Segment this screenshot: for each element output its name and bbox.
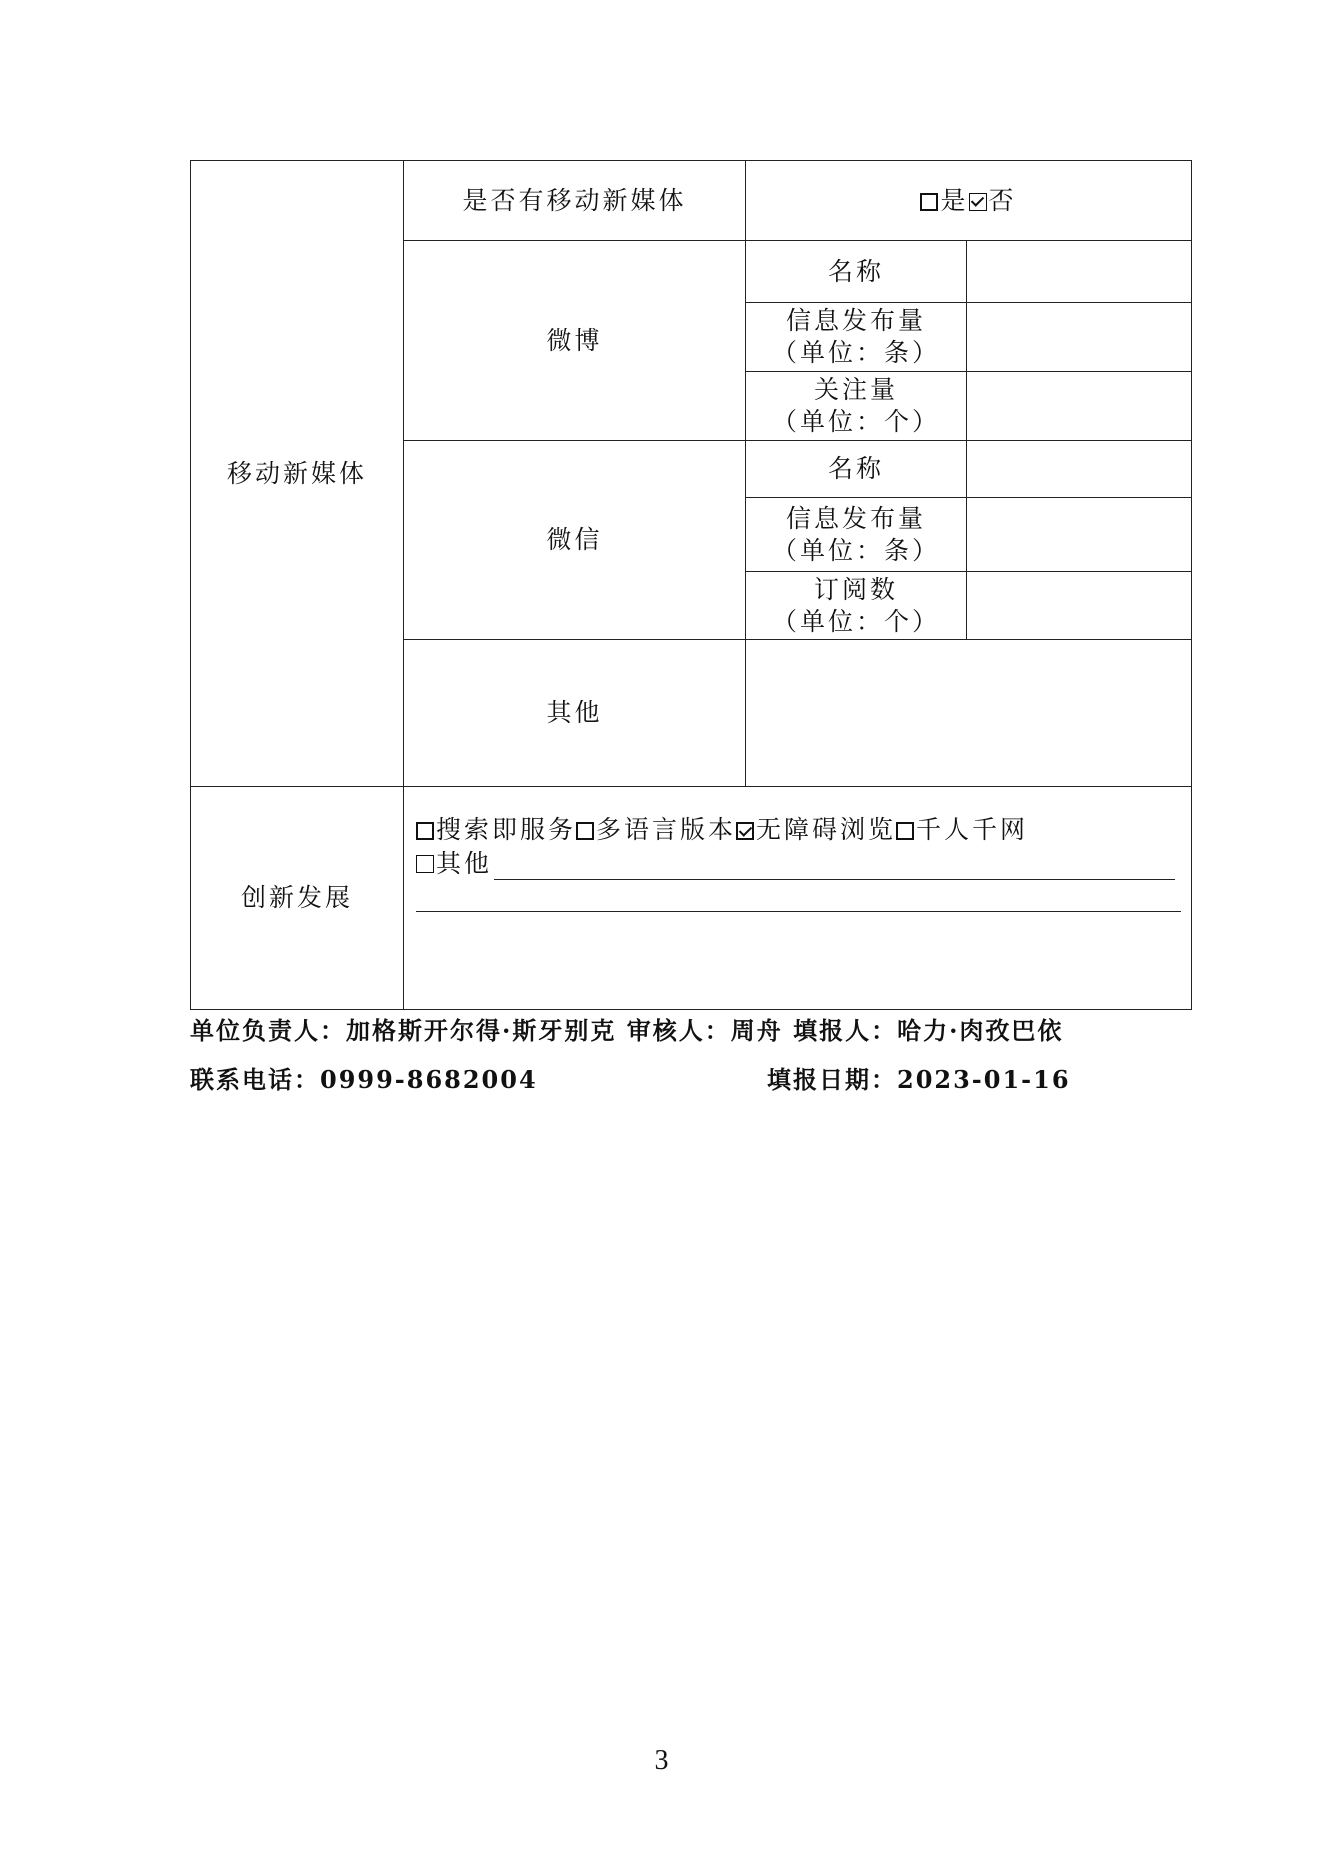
weibo-posts-unit: （单位：条） (771, 338, 940, 367)
weibo-posts-label-cell (746, 303, 967, 372)
innovation-other-label: 其他 (436, 849, 493, 878)
weibo-followers-unit: （单位：个） (771, 407, 940, 436)
innovation-other-row (416, 848, 1191, 880)
weibo-posts-label: 信息发布量 (785, 306, 926, 335)
has-mobile-media-options (746, 161, 1192, 241)
page-number: 3 (654, 1745, 669, 1776)
other-media-label: 其他 (404, 640, 746, 787)
multilingual-checkbox[interactable] (576, 822, 594, 840)
innovation-label: 创新发展 (191, 787, 404, 1010)
mobile-media-form (190, 160, 1192, 1010)
wechat-name-value[interactable] (967, 441, 1192, 498)
has-mobile-media-question: 是否有移动新媒体 (404, 161, 746, 241)
wechat-posts-label-cell (746, 498, 967, 572)
weibo-followers-label-cell (746, 372, 967, 441)
wechat-name-label: 名称 (746, 441, 967, 498)
multilingual-label: 多语言版本 (596, 815, 737, 844)
no-checkbox[interactable] (969, 193, 987, 211)
innovation-options-cell (404, 787, 1192, 1010)
wechat-posts-label: 信息发布量 (785, 503, 926, 533)
wechat-posts-unit: （单位：条） (771, 535, 940, 565)
weibo-name-label: 名称 (746, 241, 967, 303)
mobile-media-section-label: 移动新媒体 (191, 161, 404, 787)
innovation-other-checkbox[interactable] (416, 855, 434, 873)
weibo-followers-label: 关注量 (813, 375, 898, 404)
personalized-label: 千人千网 (916, 815, 1029, 844)
footer-contact-row (190, 1060, 1071, 1095)
innovation-other-input[interactable] (494, 851, 1175, 880)
wechat-posts-value[interactable] (967, 498, 1192, 572)
accessibility-label: 无障碍浏览 (756, 815, 897, 844)
footer-date: 填报日期：2023-01-16 (767, 1065, 1071, 1094)
wechat-subscribers-value[interactable] (967, 572, 1192, 640)
yes-option-label: 是 (940, 185, 969, 215)
innovation-other-input-line2[interactable] (416, 884, 1181, 912)
other-media-value[interactable] (746, 640, 1192, 787)
yes-checkbox[interactable] (920, 193, 938, 211)
wechat-subscribers-label: 订阅数 (813, 574, 898, 604)
accessibility-checkbox[interactable] (736, 822, 754, 840)
weibo-name-value[interactable] (967, 241, 1192, 303)
weibo-label: 微博 (404, 241, 746, 441)
footer-responsible-persons: 单位负责人：加格斯开尔得·斯牙别克 审核人：周舟 填报人：哈力·肉孜巴依 (190, 1016, 1064, 1045)
search-service-checkbox[interactable] (416, 822, 434, 840)
innovation-options (416, 814, 1191, 846)
footer-phone: 联系电话：0999-8682004 (190, 1065, 538, 1094)
weibo-followers-value[interactable] (967, 372, 1192, 441)
wechat-subscribers-unit: （单位：个） (771, 606, 940, 636)
wechat-label: 微信 (404, 441, 746, 640)
wechat-subscribers-label-cell (746, 572, 967, 640)
search-service-label: 搜索即服务 (436, 815, 577, 844)
no-option-label: 否 (988, 185, 1017, 215)
personalized-checkbox[interactable] (896, 822, 914, 840)
weibo-posts-value[interactable] (967, 303, 1192, 372)
